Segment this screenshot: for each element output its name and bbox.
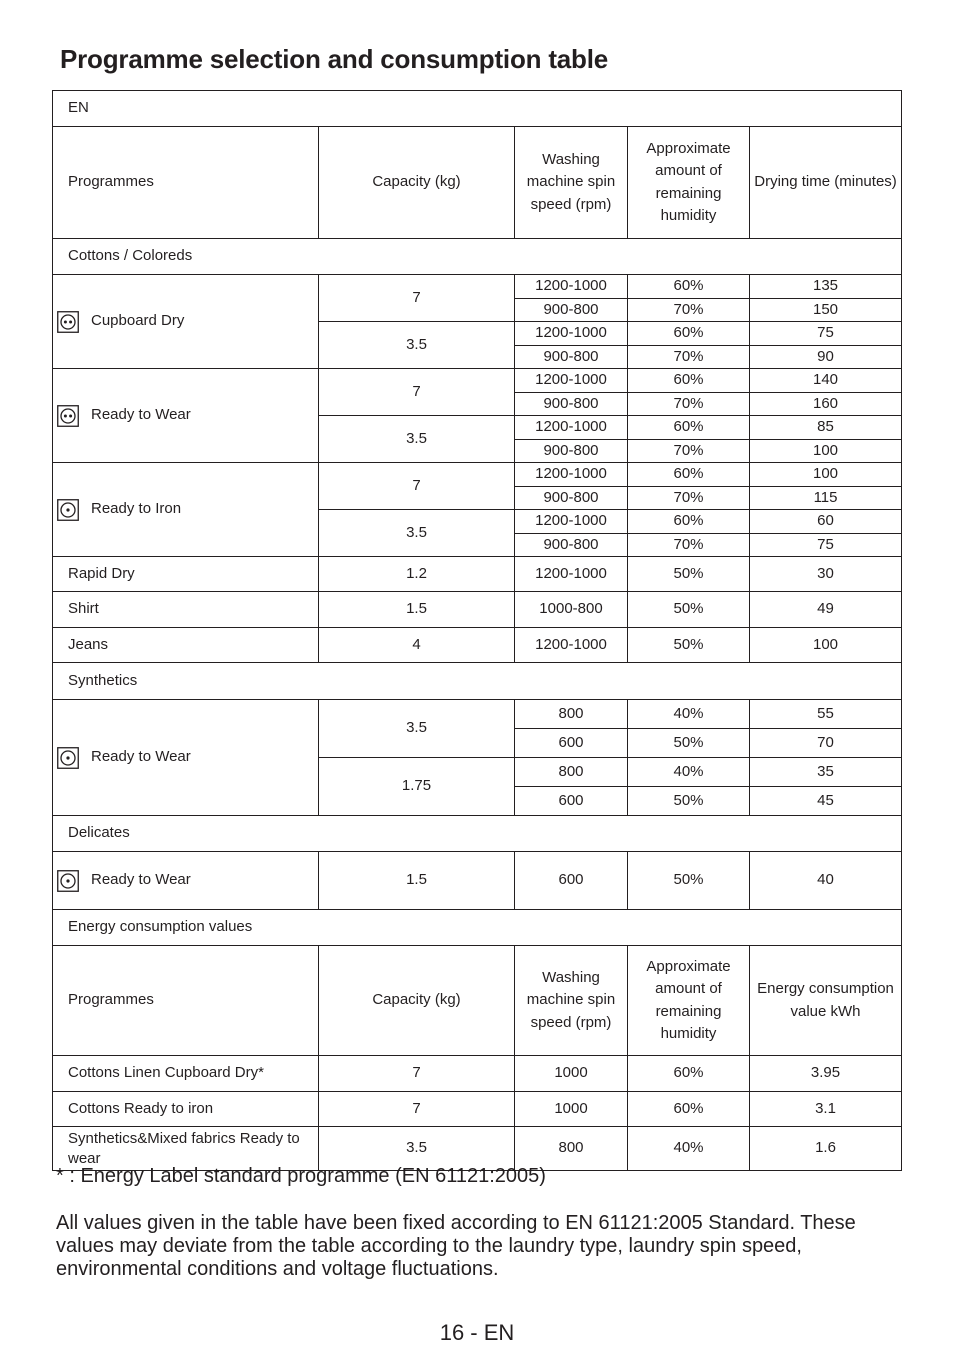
humidity-cell: 70% <box>628 486 750 510</box>
programme-ready-to-wear <box>53 369 319 463</box>
spin-cell: 1000 <box>515 1092 628 1127</box>
spin-cell: 600 <box>515 729 628 758</box>
two-dot-dryness-icon <box>57 405 79 427</box>
programme-name: Cottons Ready to iron <box>53 1092 319 1127</box>
programme-name: Shirt <box>53 592 319 628</box>
table-row <box>53 700 902 729</box>
time-cell: 75 <box>750 322 902 346</box>
spin-cell: 600 <box>515 787 628 816</box>
humidity-cell: 40% <box>628 1127 750 1171</box>
humidity-cell: 60% <box>628 322 750 346</box>
capacity-cell: 1.2 <box>319 557 515 592</box>
programme-name: Rapid Dry <box>53 557 319 592</box>
time-cell: 60 <box>750 510 902 534</box>
programme-name: Synthetics&Mixed fabrics Ready to wear <box>53 1127 319 1171</box>
footnote: * : Energy Label standard programme (EN 61121:2005) <box>56 1165 546 1187</box>
time-cell: 100 <box>750 439 902 463</box>
time-cell: 70 <box>750 729 902 758</box>
header-capacity: Capacity (kg) <box>319 127 515 239</box>
time-cell: 49 <box>750 592 902 628</box>
humidity-cell: 70% <box>628 298 750 322</box>
humidity-cell: 70% <box>628 345 750 369</box>
spin-cell: 1200-1000 <box>515 369 628 393</box>
humidity-cell: 50% <box>628 592 750 628</box>
spin-cell: 900-800 <box>515 533 628 557</box>
spin-cell: 800 <box>515 700 628 729</box>
section-synthetics: Synthetics <box>53 663 902 700</box>
capacity-cell: 1.5 <box>319 852 515 910</box>
time-cell: 115 <box>750 486 902 510</box>
capacity-cell: 7 <box>319 275 515 322</box>
table-row <box>53 1092 902 1127</box>
programme-delicates-ready-to-wear <box>53 852 319 910</box>
capacity-cell: 3.5 <box>319 322 515 369</box>
section-delicates: Delicates <box>53 816 902 852</box>
time-cell: 160 <box>750 392 902 416</box>
programme-name: Ready to Wear <box>91 871 191 889</box>
energy-cell: 3.95 <box>750 1056 902 1092</box>
capacity-cell: 1.5 <box>319 592 515 628</box>
spin-cell: 900-800 <box>515 486 628 510</box>
time-cell: 140 <box>750 369 902 393</box>
page-title: Programme selection and consumption table <box>60 44 609 74</box>
programme-name: Jeans <box>53 628 319 663</box>
humidity-cell: 70% <box>628 533 750 557</box>
capacity-cell: 7 <box>319 463 515 510</box>
spin-cell: 1200-1000 <box>515 628 628 663</box>
spin-cell: 1200-1000 <box>515 416 628 440</box>
table-row <box>53 592 902 628</box>
language-row <box>53 91 902 127</box>
programme-name: Cottons Linen Cupboard Dry* <box>53 1056 319 1092</box>
spin-cell: 900-800 <box>515 439 628 463</box>
humidity-cell: 60% <box>628 275 750 299</box>
time-cell: 150 <box>750 298 902 322</box>
capacity-cell: 7 <box>319 1056 515 1092</box>
time-cell: 30 <box>750 557 902 592</box>
time-cell: 100 <box>750 628 902 663</box>
header-spin-speed: Washing machine spin speed (rpm) <box>515 127 628 239</box>
programme-name: Ready to Wear <box>91 748 191 766</box>
humidity-cell: 60% <box>628 416 750 440</box>
table-row <box>53 463 902 487</box>
spin-cell: 900-800 <box>515 298 628 322</box>
section-energy: Energy consumption values <box>53 910 902 946</box>
humidity-cell: 60% <box>628 1056 750 1092</box>
consumption-table <box>52 90 902 1171</box>
spin-cell: 900-800 <box>515 345 628 369</box>
header-drying-time: Drying time (minutes) <box>750 127 902 239</box>
humidity-cell: 50% <box>628 628 750 663</box>
time-cell: 35 <box>750 758 902 787</box>
capacity-cell: 7 <box>319 369 515 416</box>
header-humidity: Approximate amount of remaining humidity <box>628 946 750 1056</box>
energy-header-row <box>53 946 902 1056</box>
table-row <box>53 852 902 910</box>
humidity-cell: 50% <box>628 852 750 910</box>
table-row <box>53 275 902 299</box>
humidity-cell: 40% <box>628 700 750 729</box>
table-row <box>53 557 902 592</box>
energy-cell: 3.1 <box>750 1092 902 1127</box>
one-dot-dryness-icon <box>57 870 79 892</box>
energy-cell: 1.6 <box>750 1127 902 1171</box>
one-dot-dryness-icon <box>57 499 79 521</box>
capacity-cell: 3.5 <box>319 1127 515 1171</box>
capacity-cell: 3.5 <box>319 416 515 463</box>
section-row <box>53 816 902 852</box>
language-label: EN <box>53 91 902 127</box>
section-row <box>53 910 902 946</box>
humidity-cell: 60% <box>628 510 750 534</box>
spin-cell: 1000-800 <box>515 592 628 628</box>
table-row <box>53 628 902 663</box>
humidity-cell: 60% <box>628 369 750 393</box>
spin-cell: 1200-1000 <box>515 322 628 346</box>
programme-name: Ready to Iron <box>91 500 182 518</box>
standard-note: All values given in the table have been fixed according to EN 61121:2005 Standard. These values may deviate from the table according to the laundry type, laundry spin speed, environmental conditions and voltage fluctuations. <box>56 1212 856 1280</box>
spin-cell: 1200-1000 <box>515 275 628 299</box>
programme-name: Ready to Wear <box>91 406 191 424</box>
programme-name: Cupboard Dry <box>91 312 185 330</box>
capacity-cell: 3.5 <box>319 510 515 557</box>
humidity-cell: 70% <box>628 392 750 416</box>
spin-cell: 800 <box>515 758 628 787</box>
capacity-cell: 7 <box>319 1092 515 1127</box>
table-row <box>53 1127 902 1171</box>
spin-cell: 1200-1000 <box>515 510 628 534</box>
page-number: 16 - EN <box>439 1320 515 1345</box>
header-spin-speed: Washing machine spin speed (rpm) <box>515 946 628 1056</box>
one-dot-dryness-icon <box>57 747 79 769</box>
humidity-cell: 50% <box>628 787 750 816</box>
humidity-cell: 50% <box>628 557 750 592</box>
header-programmes: Programmes <box>53 946 319 1056</box>
spin-cell: 900-800 <box>515 392 628 416</box>
header-programmes: Programmes <box>53 127 319 239</box>
spin-cell: 1200-1000 <box>515 463 628 487</box>
table-row <box>53 369 902 393</box>
humidity-cell: 70% <box>628 439 750 463</box>
time-cell: 90 <box>750 345 902 369</box>
programme-synthetics-ready-to-wear <box>53 700 319 816</box>
header-humidity: Approximate amount of remaining humidity <box>628 127 750 239</box>
capacity-cell: 1.75 <box>319 758 515 816</box>
programme-ready-to-iron <box>53 463 319 557</box>
humidity-cell: 60% <box>628 463 750 487</box>
table-header-row <box>53 127 902 239</box>
time-cell: 135 <box>750 275 902 299</box>
humidity-cell: 60% <box>628 1092 750 1127</box>
time-cell: 45 <box>750 787 902 816</box>
table-row <box>53 1056 902 1092</box>
time-cell: 85 <box>750 416 902 440</box>
two-dot-dryness-icon <box>57 311 79 333</box>
time-cell: 55 <box>750 700 902 729</box>
section-row <box>53 239 902 275</box>
time-cell: 75 <box>750 533 902 557</box>
header-energy-value: Energy consumption value kWh <box>750 946 902 1056</box>
programme-cupboard-dry <box>53 275 319 369</box>
humidity-cell: 50% <box>628 729 750 758</box>
humidity-cell: 40% <box>628 758 750 787</box>
spin-cell: 1000 <box>515 1056 628 1092</box>
spin-cell: 1200-1000 <box>515 557 628 592</box>
spin-cell: 800 <box>515 1127 628 1171</box>
spin-cell: 600 <box>515 852 628 910</box>
header-capacity: Capacity (kg) <box>319 946 515 1056</box>
section-cottons: Cottons / Coloreds <box>53 239 902 275</box>
time-cell: 40 <box>750 852 902 910</box>
section-row <box>53 663 902 700</box>
capacity-cell: 4 <box>319 628 515 663</box>
time-cell: 100 <box>750 463 902 487</box>
capacity-cell: 3.5 <box>319 700 515 758</box>
